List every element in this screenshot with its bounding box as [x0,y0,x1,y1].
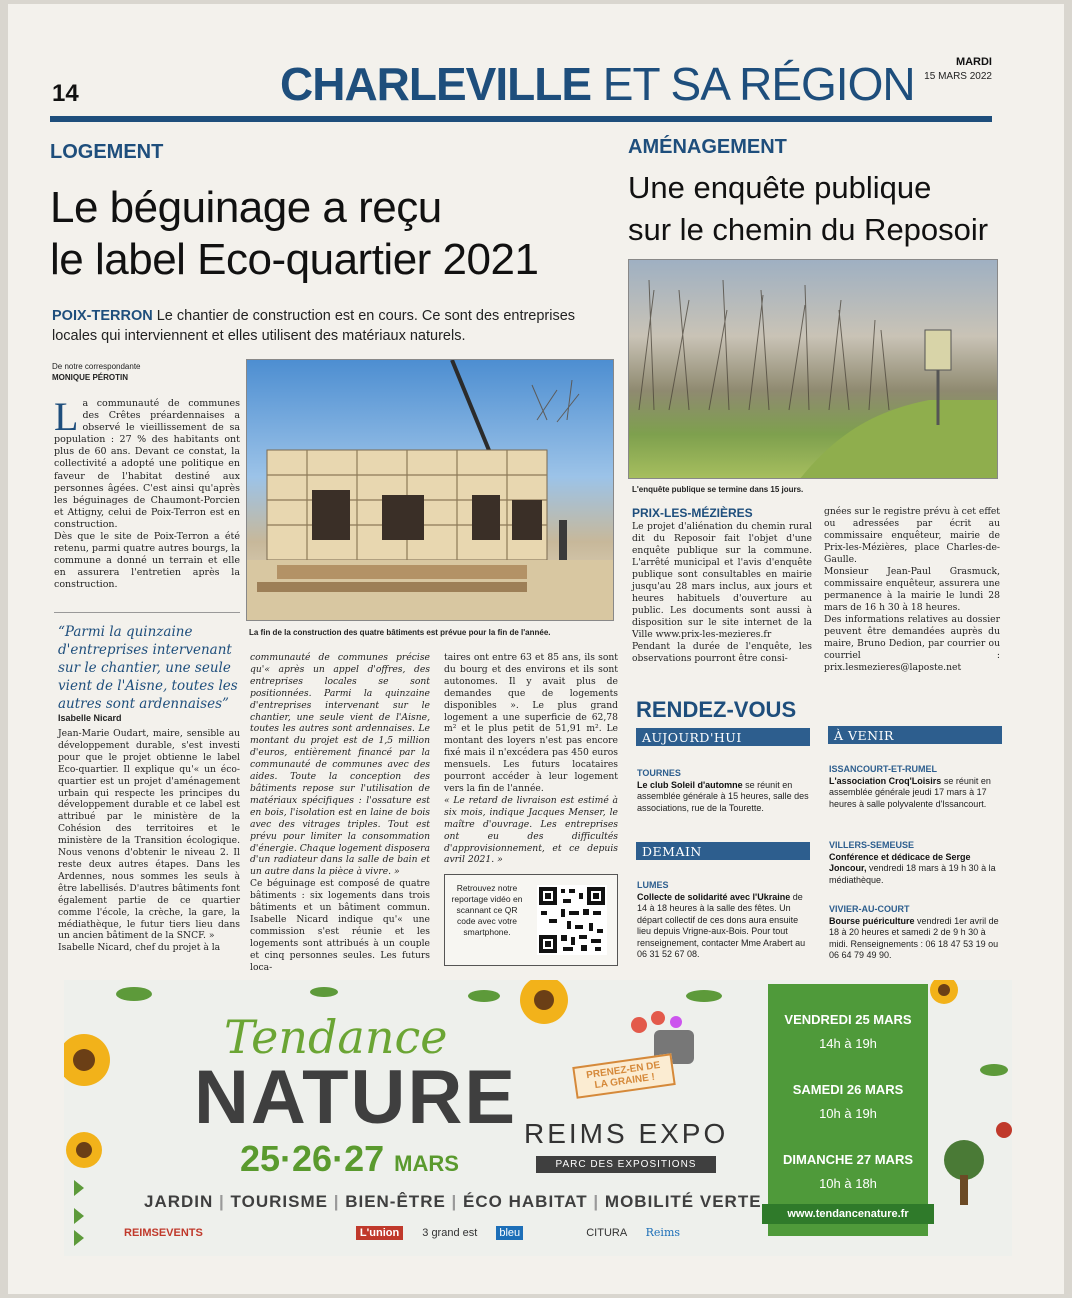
ad-theme-eco-habitat: ÉCO HABITAT [463,1192,588,1211]
quote-divider [54,612,240,613]
left-column-1 [54,394,240,592]
schedule-hours-2: 10h à 19h [819,1106,877,1121]
tomorrow-item-text: de 14 à 18 heures à la salle des fêtes. Un départ collectif de ces dons aura ensuite lieu depuis Vrigne-aux-Bois. Pour tout renseignement, contacter Mme Arabert au 06 31 52 67 08. [637,891,806,959]
construction-caption: La fin de la construction des quatre bâtiments est prévue pour la fin de l'année. [249,628,551,637]
left-headline-line1: Le béguinage a reçu [50,183,442,232]
section-title-rest: ET SA RÉGION [602,58,915,110]
left-para3b: Isabelle Nicard, chef du projet à la [58,942,221,954]
ad-dates [240,1138,459,1180]
right-headline [628,167,988,251]
left-para3: Jean-Marie Oudart, maire, sensible au développement durable, s'est investi pour que le projet obtienne le label Eco-quartier. Il explique qu'« un éco-quartier est un projet d'aménagement urbain qui respecte les principes du développement durable et ce label est attribué par le ministère de la Cohésion des territoires et le ministère de la Transition écologique. Nous venons d'obtenir le niveau 2. Il reste deux autres étapes. Dans les Ardennes, nous sommes les seuls à être labellisés. D'autres bâtiments font également partie de ce quartier comme l'école, la crèche, la gare, la médiathèque, le futur tiers lieu dans un ancien bâtiment de la SNCF. » [58,728,240,942]
sponsor-reims: Reims [645,1226,681,1239]
today-item-title: Le club Soleil d'automne [637,779,743,790]
left-col2b: Ce béguinage est composé de quatre bâtiments : six logements dans trois bâtiments et un bâtiment commun. Isabelle Nicard indique qu'« une commission s'est réunie et les logements sont attribués à un couple et cinq personnes seules. Les futurs loca- [250,878,430,973]
header-rule [50,116,992,122]
upcoming-bar: À VENIR [828,726,1002,744]
ad-themes: JARDIN | TOURISME | BIEN-ÊTRE | ÉCO HABITAT | MOBILITÉ VERTE [144,1192,762,1211]
upcoming-item-title: Bourse puériculture [829,915,915,926]
left-col2a: communauté de communes précise qu'« après un appel d'offres, des entreprises locales se sont positionnées. Parmi la quinzaine d'entreprises intervenant sur le chantier, une seule vient de l'Aisne, toutes les autres sont ardennaises. Le montant du projet est de 1,5 million d'euros, entièrement financé par la communauté de communes avec des aides. Toute la conception des bâtiments repose sur l'utilisation de matériaux spécifiques : l'ossature est en bois, l'isolation est en laine de bois avec des vitrages triples. Tout est prévu pour limiter la consommation d'énergie. Chaque logement disposera d'un radiateur dans la salle de bain et un autre dans la pièce à vivre. » [250,652,430,878]
right-col1b: Pendant la durée de l'enquête, les observations pourront être consi- [632,641,812,664]
ad-main-title: NATURE [194,1055,518,1140]
chapo-line2: locales qui interviennent et elles utilisent des matériaux naturels. [52,328,466,344]
ad-script-title: Tendance [224,1010,448,1064]
left-col3a: taires ont entre 63 et 85 ans, ils sont du bourg et des environs et ils sont autonomes. Il y avait plus de demandes que de logements disponibles ». Le plus grand logement a une superficie de 62,78 m² et le plus petit de 51,91 m². Le montant des loyers n'est pas encore fixé mais il n'excédera pas 450 euros mensuels. Les futurs locataires pourront accéder à leur logement vers la fin de l'année. [444,652,618,794]
path-photo [628,259,998,479]
advertisement[interactable] [64,980,1012,1256]
right-location: PRIX-LES-MÉZIÈRES [632,506,753,520]
left-kicker: LOGEMENT [50,141,164,163]
right-kicker: AMÉNAGEMENT [628,136,787,158]
byline-name: MONIQUE PÉROTIN [52,373,129,382]
schedule-hours-3: 10h à 18h [819,1176,877,1191]
ad-website-link[interactable]: www.tendancenature.fr [762,1204,934,1224]
left-headline-line2: le label Eco-quartier 2021 [50,235,539,284]
ad-venue-sub: PARC DES EXPOSITIONS [536,1156,716,1173]
right-column-2 [824,506,1000,674]
upcoming-item-2 [829,840,1003,886]
left-column-2 [250,652,430,973]
ad-date-month: MARS [394,1151,459,1176]
page-number: 14 [52,80,79,107]
today-bar: AUJOURD'HUI [636,728,810,746]
schedule-day-3: DIMANCHE 27 MARS [782,1152,913,1167]
section-title-main: CHARLEVILLE [280,58,591,110]
ad-schedule-panel [768,984,928,1236]
left-para1: a communauté de communes des Crêtes préardennaises a observé le vieillissement de sa population : 27 % des habitants ont plus de 60 ans. Devant ce constat, la collectivité a adopté une politique en faveur de l'habitat destiné aux personnes âgées. C'est ainsi qu'après les béguinages de Chaumont-Porcien et Attigny, celui de Poix-Terron est en construction. [54,398,240,530]
right-col1: Le projet d'aliénation du chemin rural dit du Reposoir fait l'objet d'une enquête publique sur la commune. L'arrêté municipal et l'avis d'enquête publique sont consultables en mairie jusqu'au 28 mars inclus, aux jours et heures habituels d'ouverture au public. Les documents sont aussi à disposition sur le site internet de la Ville www.prix-les-mezieres.fr [632,521,812,640]
right-headline-line2: sur le chemin du Reposoir [628,212,989,247]
schedule-day-1: VENDREDI 25 MARS [784,1012,912,1027]
upcoming-item-place: VIVIER-AU-COURT [829,904,910,914]
ad-theme-mobilite: MOBILITÉ VERTE [604,1192,762,1211]
ad-stamp: PRENEZ-EN DE LA GRAINE ! [572,1053,675,1099]
right-column-1 [632,521,812,665]
schedule-day-2: SAMEDI 26 MARS [792,1082,904,1097]
upcoming-item-text: vendredi 1er avril de 18 à 20 heures et samedi 2 de 9 h 30 à midi. Renseignements : 06 18 47 53 19 ou 06 64 79 49 90. [829,915,999,960]
qr-text: Retrouvez notre reportage vidéo en scannant ce QR code avec votre smartphone. [451,883,523,937]
quote-author: Isabelle Nicard [58,713,122,723]
today-item-place: TOURNES [637,768,681,778]
path-caption: L'enquête publique se termine dans 15 jours. [632,485,804,494]
upcoming-item-1 [829,764,1003,810]
today-item [637,768,809,814]
sponsor-reimsevents: REIMSEVENTS [124,1227,203,1239]
path-illustration [629,260,998,479]
ad-theme-jardin: JARDIN [144,1192,214,1211]
section-title [280,56,915,112]
sponsor-bleu: bleu [496,1226,523,1240]
ad-date-numbers: 25·26·27 [240,1138,385,1179]
construction-illustration [247,360,614,621]
right-col2c: Des informations relatives au dossier peuvent être demandées auprès du maire, Bruno Dedion, par courrier ou courriel : prix.lesmezieres@laposte.net [824,614,1000,673]
left-chapo [52,306,612,346]
rendezvous-title: RENDEZ-VOUS [636,697,797,722]
left-column-3 [444,652,618,866]
sponsor-citura: CITURA [586,1227,627,1239]
left-column-1b [58,728,240,954]
ad-venue: REIMS EXPO [524,1118,729,1149]
left-headline [50,182,538,286]
dropcap: L [54,394,79,439]
ad-sponsor-strip [124,1226,764,1248]
upcoming-item-place: VILLERS-SEMEUSE [829,840,915,850]
upcoming-item-text: se réunit en assemblée générale jeudi 17 mars à 17 heures à salle polyvalente d'Issancourt. [829,775,991,809]
qr-box [444,874,618,966]
upcoming-item-place: ISSANCOURT-ET-RUMEL [829,764,937,774]
construction-photo [246,359,614,621]
chapo-line1: Le chantier de construction est en cours. Ce sont des entreprises [156,308,576,324]
date-day: MARDI [955,56,992,68]
upcoming-item-title: L'association Croq'Loisirs [829,775,942,786]
right-col2a: gnées sur le registre prévu à cet effet ou adressées par écrit au commissaire enquêteur, mairie de Prix-les-Mézières, place Charles-de-Gaulle. [824,506,1000,565]
tomorrow-item [637,880,813,961]
upcoming-item-3 [829,904,1003,962]
left-para2: Dès que le site de Poix-Terron a été retenu, parmi quatre autres bourgs, la commune a donné un terrain et elle en assurera l'entretien après la construction. [54,531,240,591]
schedule-hours-1: 14h à 19h [819,1036,877,1051]
pull-quote: “Parmi la quinzaine d'entreprises intervenant sur le chantier, une seule vient de l'Aisne, toutes les autres sont ardennaises” [58,624,238,712]
upcoming-item-text: vendredi 18 mars à 19 h 30 à la médiathèque. [829,863,996,885]
tomorrow-item-title: Collecte de solidarité avec l'Ukraine [637,891,791,902]
right-col2b: Monsieur Jean-Paul Grasmuck, commissaire enquêteur, assurera une permanence à la mairie le lundi 28 mars de 16 h 30 à 18 heures. [824,566,1000,613]
left-col3b: « Le retard de livraison est estimé à six mois, indique Jacques Menser, le maître d'ouvrage. Les entreprises ont eu des difficultés d'approvisionnement, et ce depuis avril 2021. » [444,794,618,866]
right-headline-line1: Une enquête publique [628,170,932,205]
today-item-text: se réunit en assemblée générale à 15 heures, salle des associations, rue de la Tourette. [637,779,809,813]
tomorrow-item-place: LUMES [637,880,669,890]
sponsor-france3: 3 grand est [422,1227,478,1239]
sponsor-lunion: L'union [356,1226,403,1240]
byline-label: De notre correspondante [52,362,141,371]
date: 15 MARS 2022 [924,71,992,82]
qr-code-icon[interactable] [537,885,607,955]
ad-theme-tourisme: TOURISME [230,1192,328,1211]
tomorrow-bar: DEMAIN [636,842,810,860]
left-location: POIX-TERRON [52,308,153,324]
newspaper-page [8,4,1064,1294]
upcoming-item-title: Conférence et dédicace de Serge Joncour, [829,851,971,873]
ad-theme-bien-etre: BIEN-ÊTRE [345,1192,446,1211]
